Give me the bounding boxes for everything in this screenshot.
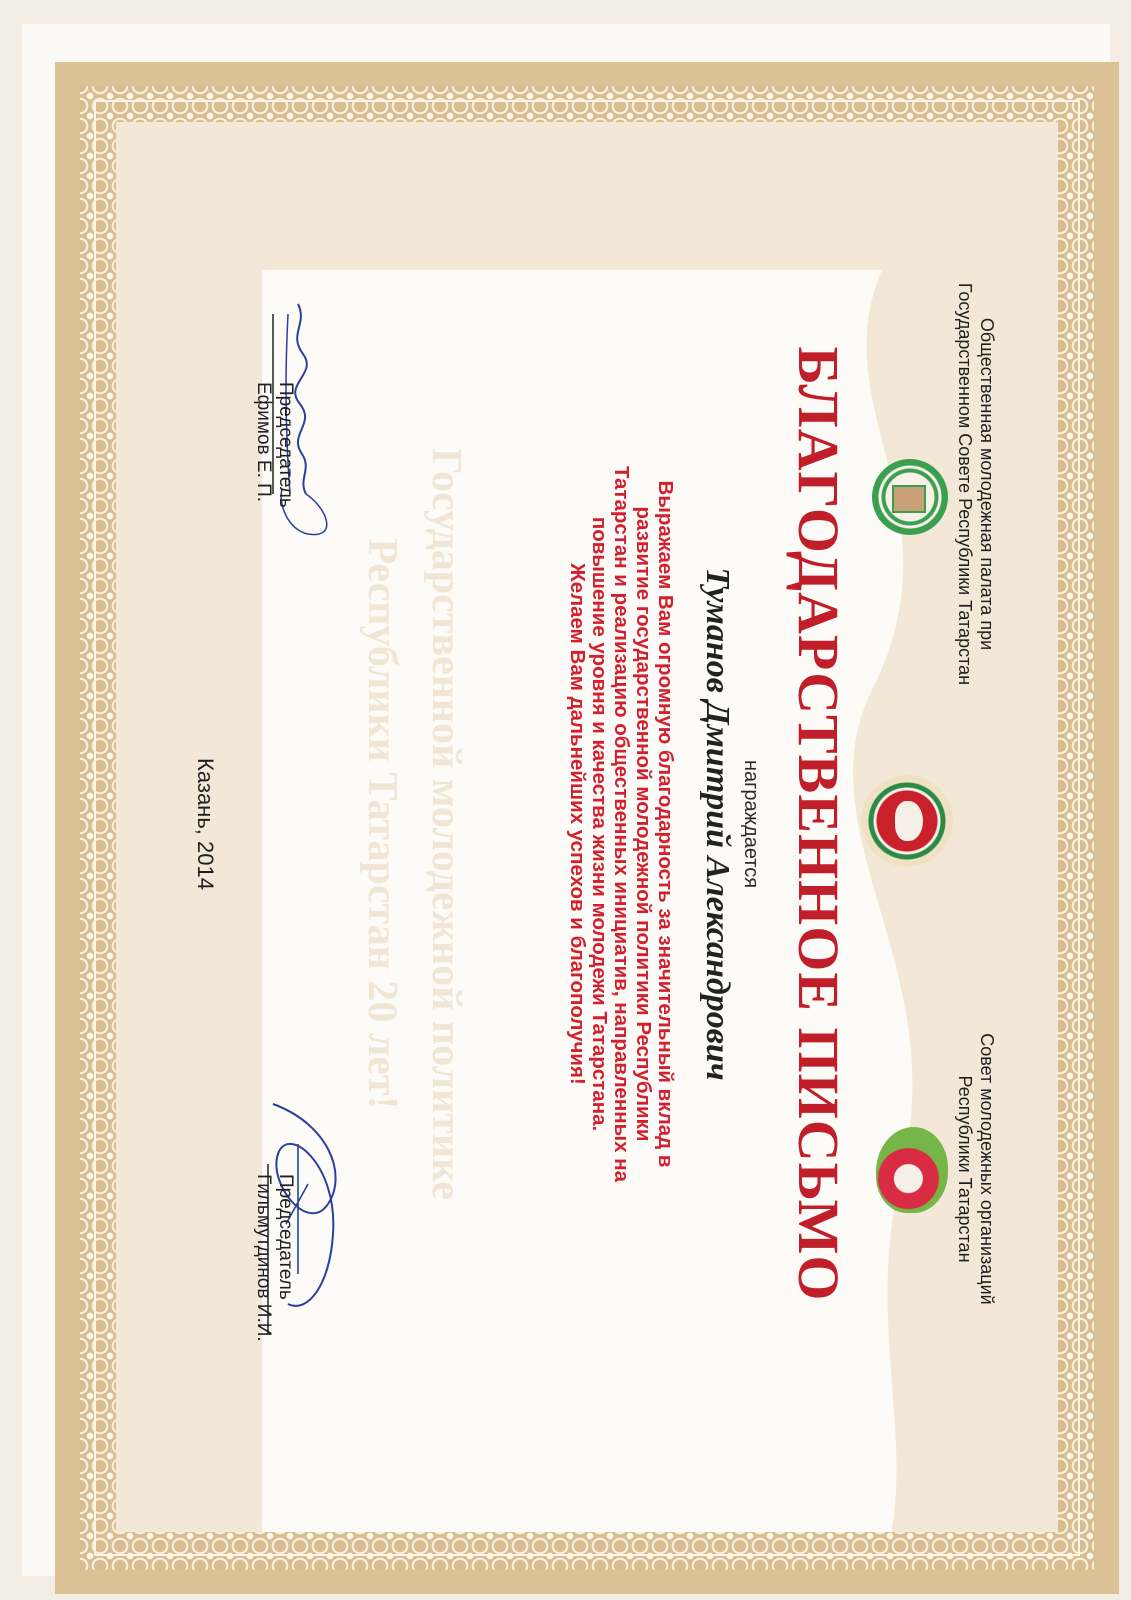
tatarstan-coat-of-arms-icon	[861, 775, 953, 867]
right-signatory-role: Председатель	[275, 1174, 296, 1300]
youth-chamber-logo-icon	[872, 459, 948, 535]
right-signatory-name: Гильмутдинов И.И.	[253, 1174, 274, 1342]
left-signatory	[252, 382, 296, 582]
org-left-caption	[954, 274, 998, 694]
org-left-line2: Государственном Совете Республики Татарстан	[955, 282, 975, 686]
awarded-label: награждается	[740, 759, 762, 889]
org-left-line1: Общественная молодежная палата при	[977, 317, 997, 651]
body-line: развитие государственной молодежной политики Республики	[632, 506, 655, 1142]
body-line: Татарстан и реализацию общественных инициатив, направленных на	[610, 466, 633, 1182]
landscape-content	[108, 124, 1068, 1524]
org-right-line1: Совет молодежных организаций	[977, 1033, 997, 1305]
org-right-line2: Республики Татарстан	[955, 1075, 975, 1263]
org-right-caption	[954, 959, 998, 1379]
gratitude-text	[566, 454, 676, 1194]
recipient-name: Туманов Дмитрий Александрович	[699, 567, 736, 1081]
watermark-line: Республики Татарстан 20 лет!	[359, 538, 405, 1110]
body-line: повышение уровня и качества жизни молодежи Татарстана.	[588, 516, 611, 1132]
certificate-title: БЛАГОДАРСТВЕННОЕ ПИСЬМО	[786, 346, 851, 1302]
left-signatory-role: Председатель	[275, 382, 296, 508]
anniversary-watermark	[350, 124, 478, 1524]
body-line: Выражаем Вам огромную благодарность за значительный вклад в	[654, 480, 677, 1168]
place-and-year: Казань, 2014	[193, 758, 218, 890]
youth-council-logo-icon	[876, 1127, 948, 1213]
left-signatory-name: Ефимов Е. П.	[253, 382, 274, 503]
certificate-sheet	[22, 24, 1110, 1576]
watermark-line: Государственной молодежной политике	[423, 448, 469, 1200]
body-line: Желаем Вам дальнейших успехов и благополучия!	[566, 563, 589, 1085]
right-signatory	[252, 1174, 296, 1394]
